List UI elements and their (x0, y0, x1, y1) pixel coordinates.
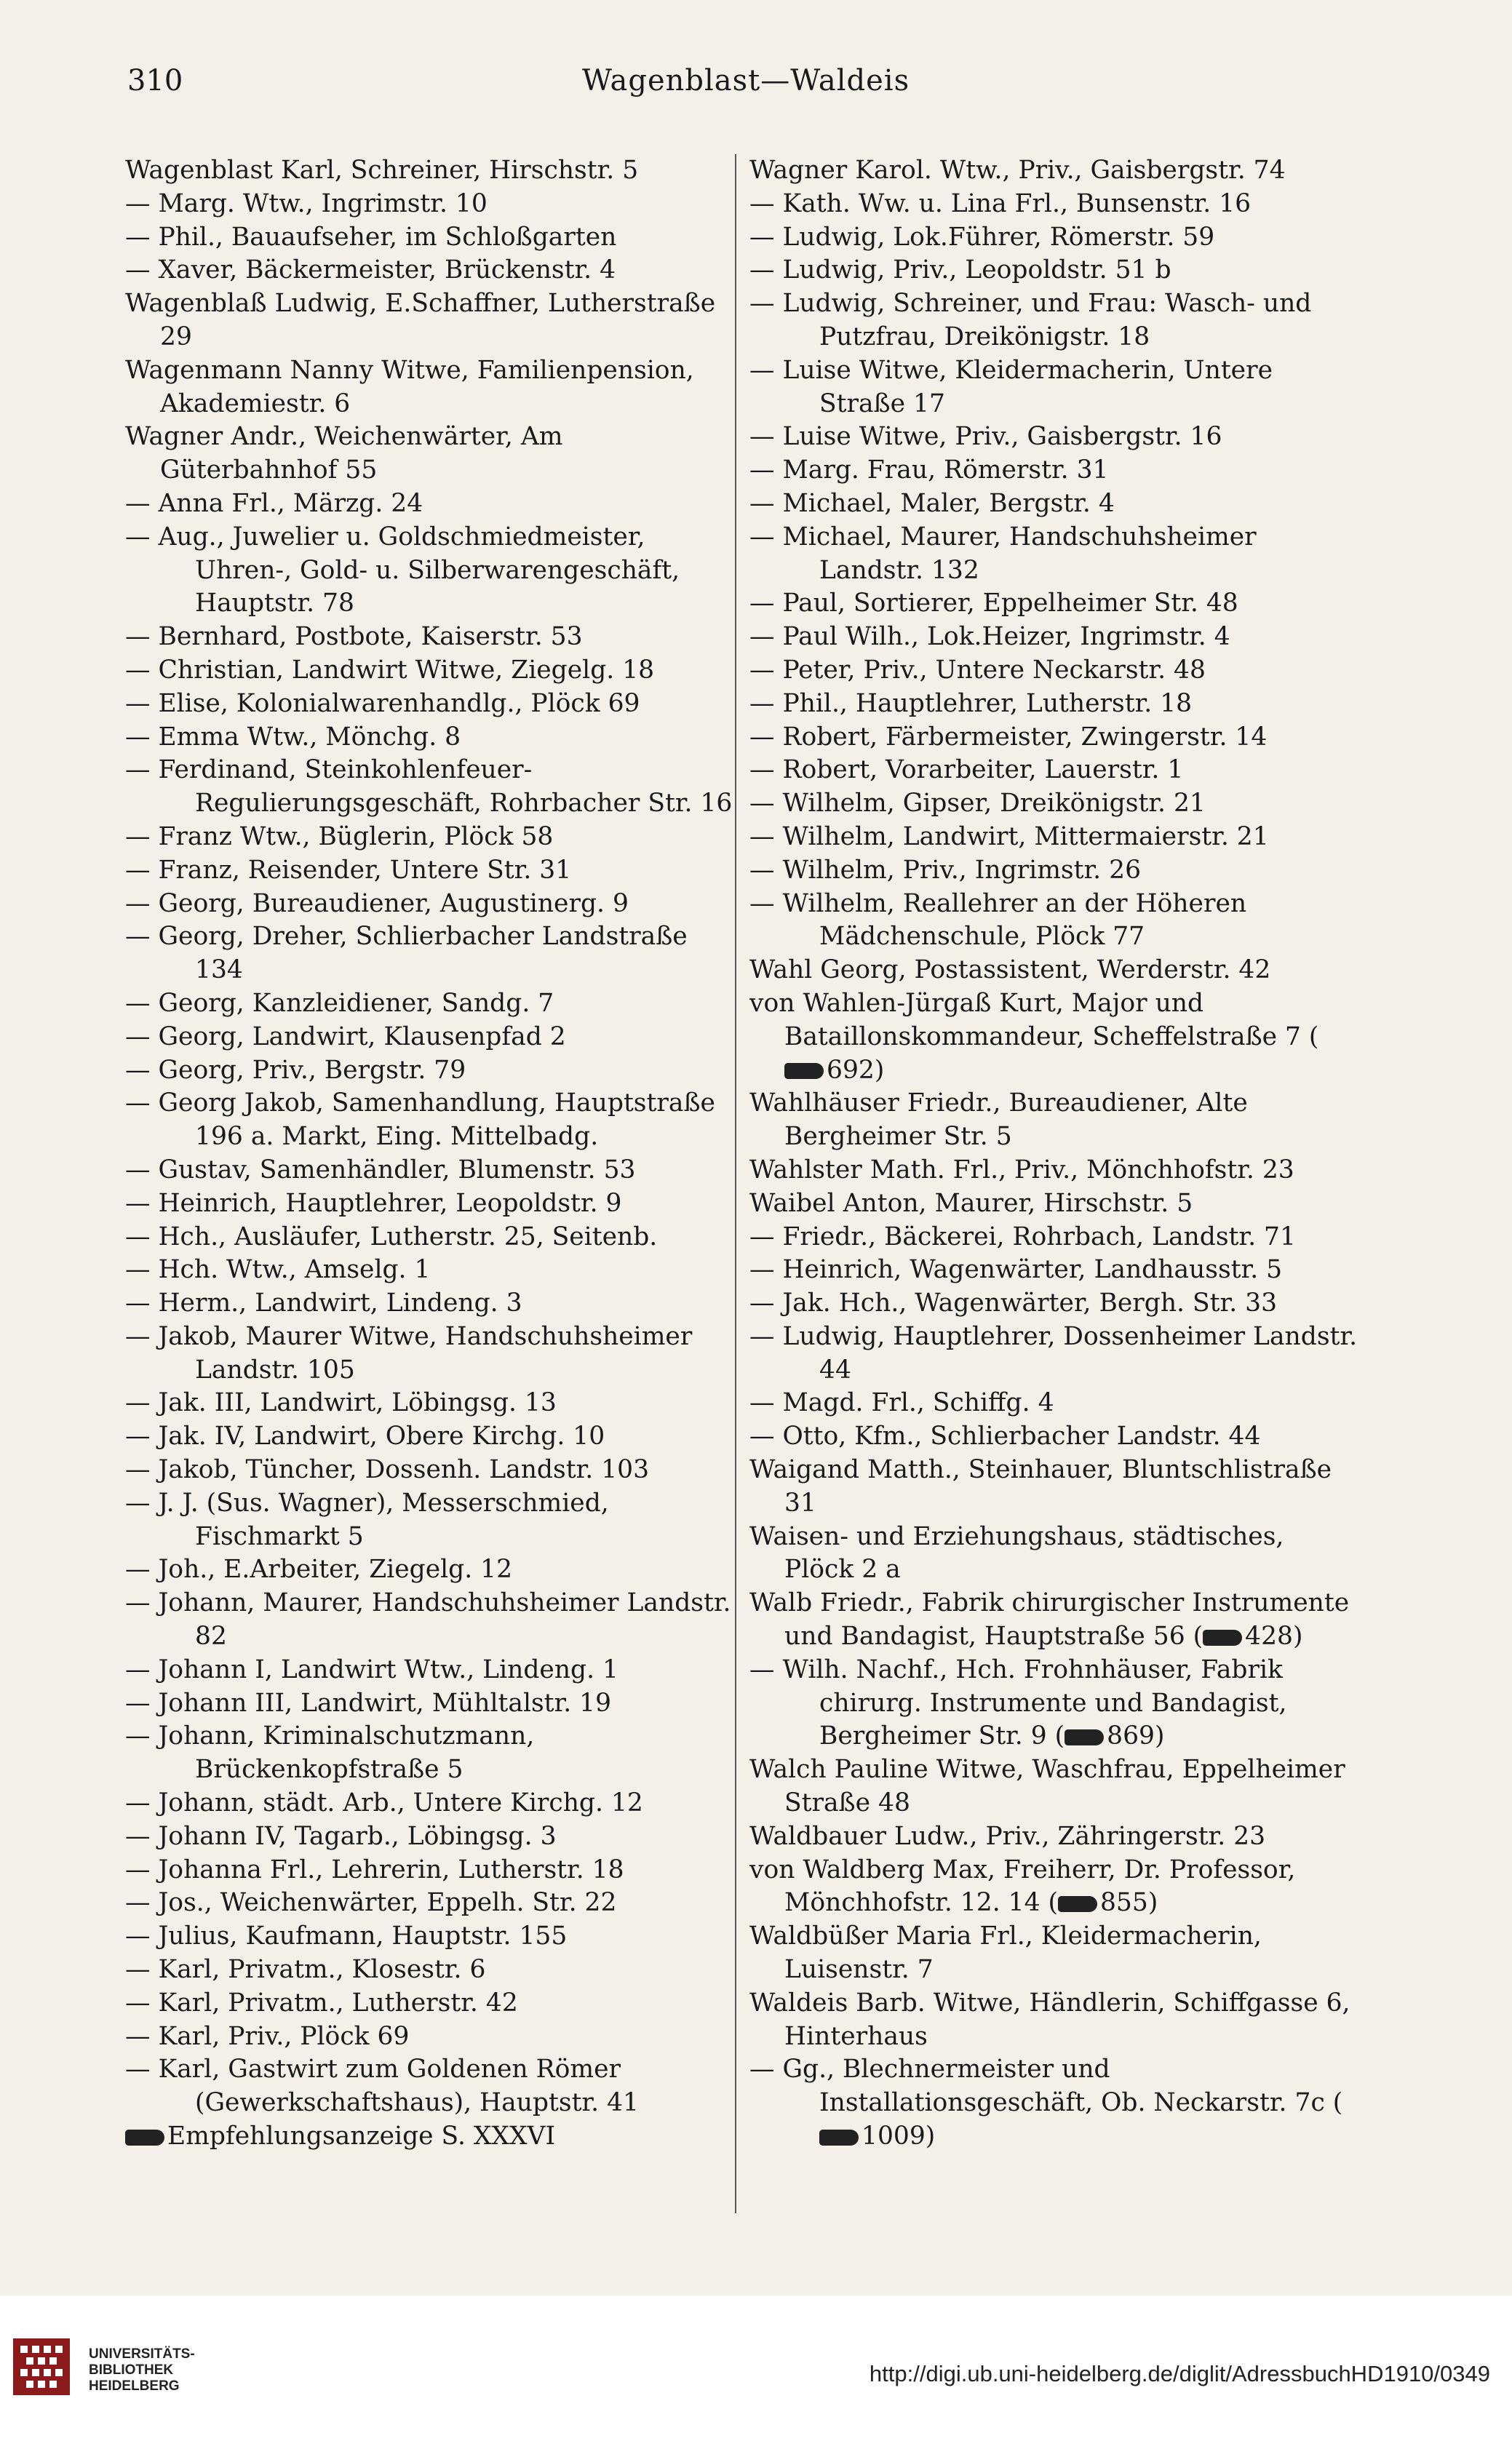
entry-text: — Georg, Kanzleidiener, Sandg. 7 (125, 988, 554, 1018)
directory-entry (125, 1787, 736, 1820)
directory-entry (749, 487, 1361, 521)
entry-text: — Heinrich, Wagenwärter, Landhausstr. 5 (749, 1255, 1283, 1285)
directory-entry (125, 1820, 736, 1854)
entry-text: — Ludwig, Lok.Führer, Römerstr. 59 (749, 222, 1215, 252)
directory-entry (749, 354, 1361, 421)
directory-entry (749, 1187, 1361, 1221)
entry-text: — Phil., Hauptlehrer, Lutherstr. 18 (749, 688, 1193, 718)
directory-entry (749, 1521, 1361, 1588)
directory-entry (749, 287, 1361, 354)
directory-entry (749, 1854, 1361, 1921)
directory-entry (749, 854, 1361, 888)
directory-entry (125, 188, 736, 221)
entry-text: — Jak. Hch., Wagenwärter, Bergh. Str. 33 (749, 1289, 1278, 1318)
directory-entry (125, 1553, 736, 1587)
directory-entry (749, 221, 1361, 255)
entry-text: — Christian, Landwirt Witwe, Ziegelg. 18 (125, 655, 655, 685)
entry-text: Wagenmann Nanny Witwe, Familienpension, Akademiestr. 6 (125, 355, 694, 418)
entry-text: von Waldberg Max, Freiherr, Dr. Professor, Mönchhofstr. 12. 14 ( (749, 1855, 1296, 1918)
directory-entry (749, 1420, 1361, 1454)
entry-text: — Jakob, Tüncher, Dossenh. Landstr. 103 (125, 1455, 650, 1485)
entry-text: — Johanna Frl., Lehrerin, Lutherstr. 18 (125, 1855, 624, 1884)
entry-text: — Franz Wtw., Büglerin, Plöck 58 (125, 821, 554, 851)
telephone-icon (1058, 1896, 1097, 1912)
directory-entry (125, 1887, 736, 1920)
directory-entry (749, 621, 1361, 654)
entry-text: — Johann, städt. Arb., Untere Kirchg. 12 (125, 1788, 643, 1818)
entry-text: Waldeis Barb. Witwe, Händlerin, Schiffgasse 6, Hinterhaus (749, 1988, 1350, 2051)
directory-entry (749, 454, 1361, 487)
entry-text: Wagenblaß Ludwig, E.Schaffner, Lutherstraße 29 (125, 289, 716, 351)
entry-text: Waldbüßer Maria Frl., Kleidermacherin, Luisenstr. 7 (749, 1922, 1262, 1985)
entry-text: — Heinrich, Hauptlehrer, Leopoldstr. 9 (125, 1188, 622, 1218)
entry-text: — Georg, Landwirt, Klausenpfad 2 (125, 1022, 566, 1051)
directory-entry (749, 587, 1361, 621)
entry-text: — Paul, Sortierer, Eppelheimer Str. 48 (749, 589, 1238, 618)
directory-entry (749, 688, 1361, 721)
entry-text: — Marg. Wtw., Ingrimstr. 10 (125, 188, 488, 218)
entry-text: — Robert, Färbermeister, Zwingerstr. 14 (749, 722, 1268, 752)
entry-text: — Wilhelm, Landwirt, Mittermaierstr. 21 (749, 821, 1269, 851)
directory-entry (125, 221, 736, 255)
entry-text: Wagner Andr., Weichenwärter, Am Güterbahnhof 55 (125, 422, 563, 485)
directory-entry (125, 1687, 736, 1721)
directory-entry (749, 721, 1361, 754)
entry-text: — Johann III, Landwirt, Mühltalstr. 19 (125, 1688, 612, 1718)
entry-text: — Gustav, Samenhändler, Blumenstr. 53 (125, 1155, 636, 1184)
phone-number: 428) (1245, 1622, 1303, 1652)
directory-entry (749, 1587, 1361, 1654)
directory-entry (125, 688, 736, 721)
directory-entry (125, 1920, 736, 1954)
entry-text: — Johann I, Landwirt Wtw., Lindeng. 1 (125, 1654, 619, 1684)
source-url-link[interactable]: http://digi.ub.uni-heidelberg.de/diglit/AdressbuchHD1910/0349 (869, 2361, 1490, 2386)
entry-text: — Georg Jakob, Samenhandlung, Hauptstraße 196 a. Markt, Eing. Mittelbadg. (125, 1088, 715, 1152)
phone-number: 869) (1107, 1721, 1165, 1751)
entry-text: — Ludwig, Schreiner, und Frau: Wasch- und Putzfrau, Dreikönigstr. 18 (749, 289, 1312, 351)
entry-text: — Wilhelm, Reallehrer an der Höheren Mädchenschule, Plöck 77 (749, 888, 1247, 952)
directory-entry (125, 888, 736, 921)
entry-text: — Jakob, Maurer Witwe, Handschuhsheimer Landstr. 105 (125, 1321, 693, 1385)
directory-entry (125, 1654, 736, 1687)
entry-text: — Bernhard, Postbote, Kaiserstr. 53 (125, 622, 583, 652)
directory-entry (749, 1254, 1361, 1287)
university-seal-icon (10, 2336, 73, 2398)
entry-text: — Joh., E.Arbeiter, Ziegelg. 12 (125, 1555, 513, 1585)
pointing-hand-icon (125, 2130, 164, 2146)
entry-text: — Karl, Priv., Plöck 69 (125, 2021, 410, 2051)
entry-text: Wahlhäuser Friedr., Bureaudiener, Alte Bergheimer Str. 5 (749, 1088, 1248, 1152)
directory-entry (749, 421, 1361, 454)
directory-entry (125, 1387, 736, 1420)
entry-text: von Wahlen-Jürgaß Kurt, Major und Bataillonskommandeur, Scheffelstraße 7 ( (749, 988, 1319, 1051)
entry-text: — Xaver, Bäckermeister, Brückenstr. 4 (125, 255, 616, 285)
directory-entry (125, 654, 736, 688)
entry-text: Wahlster Math. Frl., Priv., Mönchhofstr. 23 (749, 1155, 1294, 1184)
directory-entry (749, 1454, 1361, 1521)
entry-text: — Jak. IV, Landwirt, Obere Kirchg. 10 (125, 1422, 605, 1452)
entry-text: — Aug., Juwelier u. Goldschmiedmeister, Uhren-, Gold- u. Silberwarengeschäft, Hauptstr. 78 (125, 522, 680, 618)
directory-entry (749, 888, 1361, 955)
directory-entry (749, 1654, 1361, 1753)
directory-entry (125, 854, 736, 888)
entry-text: — Wilh. Nachf., Hch. Frohnhäuser, Fabrik chirurg. Instrumente und Bandagist, Bergheimer Str. 9 ( (749, 1654, 1287, 1751)
entry-text: — Ludwig, Hauptlehrer, Dossenheimer Landstr. 44 (749, 1321, 1358, 1385)
entry-text: — Marg. Frau, Römerstr. 31 (749, 455, 1109, 485)
entry-text: — Franz, Reisender, Untere Str. 31 (125, 855, 572, 885)
entry-text: — Michael, Maler, Bergstr. 4 (749, 488, 1115, 518)
entry-text: Walb Friedr., Fabrik chirurgischer Instrumente und Bandagist, Hauptstraße 56 ( (749, 1588, 1350, 1652)
phone-number: 855) (1099, 1888, 1158, 1918)
directory-entry (125, 1321, 736, 1387)
telephone-icon (1065, 1729, 1104, 1745)
entry-text: — Anna Frl., Märzg. 24 (125, 488, 423, 518)
directory-entry (125, 154, 736, 188)
left-column (125, 154, 736, 2154)
directory-entry (125, 1720, 736, 1787)
directory-entry (749, 1820, 1361, 1854)
entry-text: — Michael, Maurer, Handschuhsheimer Landstr. 132 (749, 522, 1257, 585)
directory-entry (125, 2020, 736, 2054)
directory-entry (749, 1287, 1361, 1321)
logo-line: HEIDELBERG (89, 2378, 180, 2394)
directory-entry (125, 421, 736, 487)
telephone-icon (1203, 1630, 1242, 1646)
entry-text: Waibel Anton, Maurer, Hirschstr. 5 (749, 1188, 1193, 1218)
telephone-icon (819, 2130, 859, 2146)
entry-text: — Ludwig, Priv., Leopoldstr. 51 b (749, 255, 1171, 285)
directory-entry (125, 821, 736, 854)
entry-text: — Johann, Kriminalschutzmann, Brückenkopfstraße 5 (125, 1721, 535, 1785)
entry-text: — Otto, Kfm., Schlierbacher Landstr. 44 (749, 1422, 1261, 1452)
directory-entry (749, 1321, 1361, 1387)
directory-entry (749, 1154, 1361, 1187)
directory-entry (125, 1487, 736, 1554)
directory-entry (125, 1254, 736, 1287)
entry-text: — Peter, Priv., Untere Neckarstr. 48 (749, 655, 1206, 685)
entry-text: — Hch. Wtw., Amselg. 1 (125, 1255, 431, 1285)
entry-text: — Karl, Privatm., Lutherstr. 42 (125, 1988, 518, 2018)
directory-entry (749, 787, 1361, 821)
entry-text: Wagner Karol. Wtw., Priv., Gaisbergstr. 74 (749, 156, 1286, 185)
entry-text: — Emma Wtw., Mönchg. 8 (125, 722, 461, 752)
entry-text: — Jak. III, Landwirt, Löbingsg. 13 (125, 1388, 557, 1418)
entry-text: — Johann, Maurer, Handschuhsheimer Landstr. 82 (125, 1588, 731, 1652)
directory-entry (749, 521, 1361, 588)
directory-entry (749, 954, 1361, 987)
directory-entry (749, 1221, 1361, 1254)
directory-entry (125, 621, 736, 654)
entry-text: — Magd. Frl., Schiffg. 4 (749, 1388, 1054, 1418)
directory-entry (125, 2120, 736, 2154)
page-header (127, 64, 1364, 108)
directory-entry (125, 354, 736, 421)
entry-text: — Karl, Gastwirt zum Goldenen Römer (Gewerkschaftshaus), Hauptstr. 41 (125, 2055, 639, 2118)
directory-entry (125, 1954, 736, 1987)
directory-entry (125, 721, 736, 754)
entry-text: Waigand Matth., Steinhauer, Bluntschlistraße 31 (749, 1455, 1332, 1518)
logo-line: UNIVERSITÄTS- (89, 2346, 195, 2362)
directory-entry (125, 754, 736, 821)
directory-entry (749, 254, 1361, 287)
entry-text: — Paul Wilh., Lok.Heizer, Ingrimstr. 4 (749, 622, 1230, 652)
directory-entry (749, 188, 1361, 221)
directory-entry (125, 1154, 736, 1187)
entry-text: — Georg, Bureaudiener, Augustinerg. 9 (125, 888, 629, 918)
entry-text: — Luise Witwe, Priv., Gaisbergstr. 16 (749, 422, 1222, 452)
directory-entry (749, 1920, 1361, 1987)
entry-text: — J. J. (Sus. Wagner), Messerschmied, Fischmarkt 5 (125, 1488, 609, 1551)
directory-entry (125, 1054, 736, 1088)
footer-bar (0, 2295, 1512, 2441)
directory-entry (749, 987, 1361, 1087)
directory-entry (749, 1753, 1361, 1820)
page-number: 310 (127, 64, 183, 97)
phone-number: 1009) (862, 2122, 936, 2151)
entry-text: — Herm., Landwirt, Lindeng. 3 (125, 1289, 522, 1318)
directory-entry (125, 487, 736, 521)
running-head: Wagenblast—Waldeis (581, 64, 910, 97)
directory-entry (125, 1987, 736, 2020)
entry-text: Empfehlungsanzeige S. XXXVI (167, 2122, 556, 2151)
entry-text: — Phil., Bauaufseher, im Schloßgarten (125, 222, 617, 252)
directory-entry (749, 754, 1361, 787)
entry-text: Wagenblast Karl, Schreiner, Hirschstr. 5 (125, 156, 639, 185)
entry-text: — Georg, Priv., Bergstr. 79 (125, 1055, 466, 1085)
entry-text: — Wilhelm, Gipser, Dreikönigstr. 21 (749, 789, 1206, 819)
logo-line: BIBLIOTHEK (89, 2362, 174, 2378)
entry-text: — Julius, Kaufmann, Hauptstr. 155 (125, 1922, 568, 1951)
directory-entry (125, 1854, 736, 1887)
directory-entry (125, 1187, 736, 1221)
directory-entry (125, 2053, 736, 2120)
entry-text: Wahl Georg, Postassistent, Werderstr. 42 (749, 955, 1271, 985)
directory-entry (749, 821, 1361, 854)
entry-text: Waisen- und Erziehungshaus, städtisches, Plöck 2 a (749, 1521, 1284, 1585)
entry-text: — Elise, Kolonialwarenhandlg., Plöck 69 (125, 688, 640, 718)
directory-entry (125, 1021, 736, 1054)
entry-text: — Gg., Blechnermeister und Installationsgeschäft, Ob. Neckarstr. 7c ( (749, 2055, 1343, 2118)
directory-entry (125, 1287, 736, 1321)
entry-text: — Ferdinand, Steinkohlenfeuer-Regulierungsgeschäft, Rohrbacher Str. 16 (125, 755, 733, 819)
library-logo-text (89, 2346, 195, 2394)
directory-entry (749, 1087, 1361, 1154)
directory-entry (749, 154, 1361, 188)
directory-entry (749, 1387, 1361, 1420)
directory-entry (125, 987, 736, 1021)
entry-text: Walch Pauline Witwe, Waschfrau, Eppelheimer Straße 48 (749, 1755, 1345, 1818)
directory-entry (749, 2053, 1361, 2153)
phone-number: 692) (827, 1055, 885, 1085)
directory-entry (125, 1454, 736, 1487)
directory-entry (125, 920, 736, 987)
entry-text: — Robert, Vorarbeiter, Lauerstr. 1 (749, 755, 1184, 785)
right-column (749, 154, 1361, 2154)
telephone-icon (784, 1063, 824, 1079)
entry-text: — Friedr., Bäckerei, Rohrbach, Landstr. 71 (749, 1222, 1296, 1251)
entry-text: — Johann IV, Tagarb., Löbingsg. 3 (125, 1821, 557, 1851)
entry-text: — Georg, Dreher, Schlierbacher Landstraße 134 (125, 922, 688, 985)
entry-text: — Jos., Weichenwärter, Eppelh. Str. 22 (125, 1888, 617, 1918)
directory-entry (125, 1587, 736, 1654)
entry-text: — Luise Witwe, Kleidermacherin, Untere Straße 17 (749, 355, 1273, 418)
entry-text: — Karl, Privatm., Klosestr. 6 (125, 1955, 486, 1985)
directory-entry (749, 1987, 1361, 2054)
directory-entry (125, 521, 736, 621)
directory-entry (125, 1420, 736, 1454)
entry-text: — Wilhelm, Priv., Ingrimstr. 26 (749, 855, 1142, 885)
directory-entry (125, 1221, 736, 1254)
entry-text: — Hch., Ausläufer, Lutherstr. 25, Seitenb. (125, 1222, 658, 1251)
directory-entry (125, 254, 736, 287)
column-divider (735, 154, 736, 2213)
directory-entry (125, 1087, 736, 1154)
directory-entry (749, 654, 1361, 688)
directory-entry (125, 287, 736, 354)
entry-text: Waldbauer Ludw., Priv., Zähringerstr. 23 (749, 1821, 1266, 1851)
entry-text: — Kath. Ww. u. Lina Frl., Bunsenstr. 16 (749, 188, 1252, 218)
